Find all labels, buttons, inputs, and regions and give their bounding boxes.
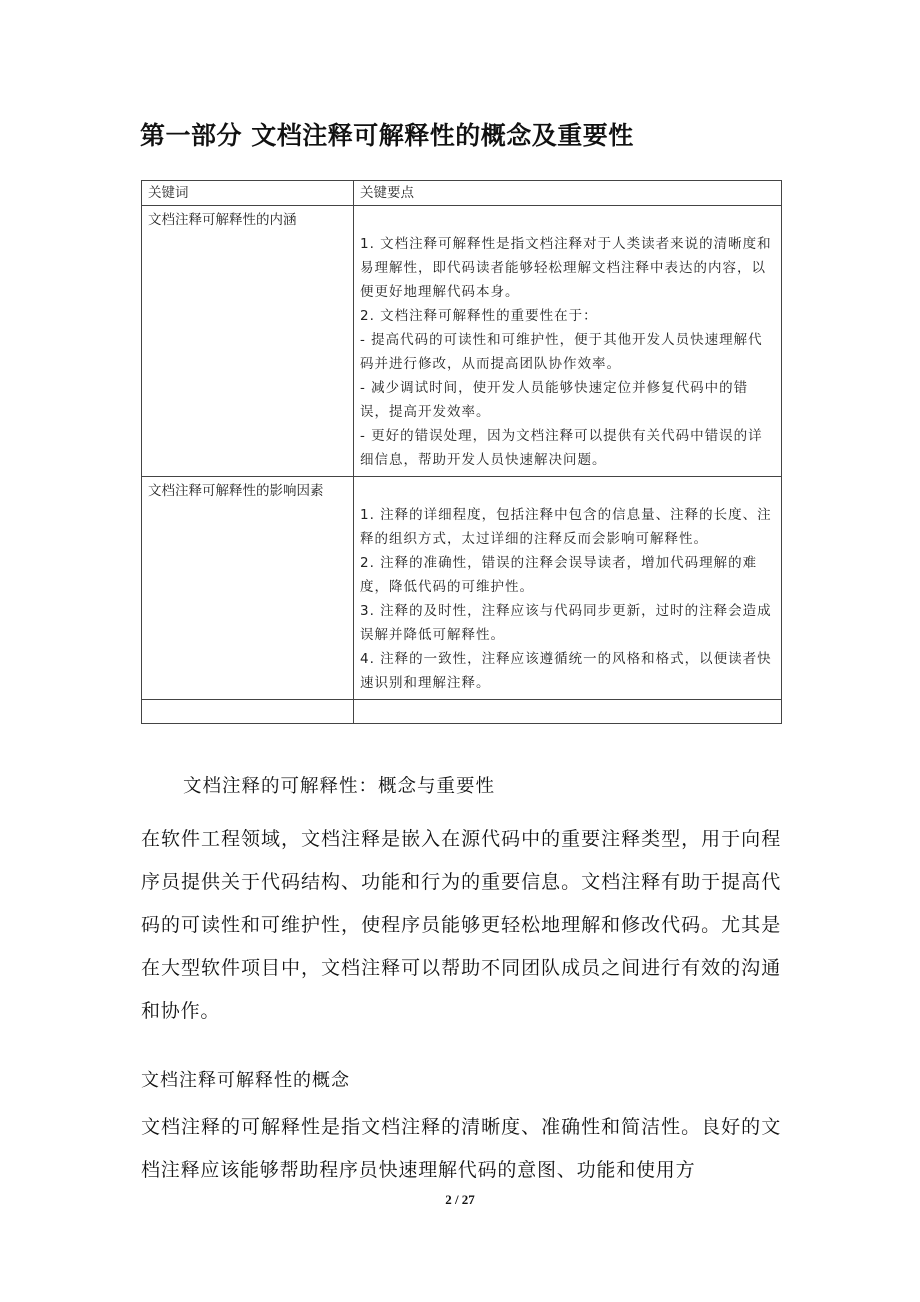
subsection-heading: 文档注释可解释性的概念 — [141, 1070, 350, 1091]
key-point: 1. 文档注释可解释性是指文档注释对于人类读者来说的清晰度和易理解性，即代码读者能够轻松理解文档注释中表达的内容，以便更好地理解代码本身。 — [360, 236, 772, 300]
table-header-row — [142, 181, 782, 206]
section-title: 第一部分 文档注释可解释性的概念及重要性 — [140, 121, 634, 150]
keyword-table — [141, 180, 782, 724]
key-point: 2. 注释的准确性，错误的注释会误导读者，增加代码理解的难度，降低代码的可维护性。 — [360, 555, 758, 595]
key-point: - 更好的错误处理，因为文档注释可以提供有关代码中错误的详细信息，帮助开发人员快速解决问题。 — [360, 428, 763, 468]
points-cell — [354, 477, 782, 700]
key-point: - 提高代码的可读性和可维护性，便于其他开发人员快速理解代码并进行修改，从而提高团队协作效率。 — [360, 332, 763, 372]
key-point: - 减少调试时间，使开发人员能够快速定位并修复代码中的错误，提高开发效率。 — [360, 380, 749, 420]
key-point: 1. 注释的详细程度，包括注释中包含的信息量、注释的长度、注释的组织方式，太过详细的注释反而会影响可解释性。 — [360, 507, 772, 547]
key-point: 4. 注释的一致性，注释应该遵循统一的风格和格式，以便读者快速识别和理解注释。 — [360, 651, 772, 691]
key-point: 3. 注释的及时性，注释应该与代码同步更新，过时的注释会造成误解并降低可解释性。 — [360, 603, 772, 643]
subheading: 文档注释的可解释性：概念与重要性 — [183, 776, 496, 797]
key-point: 2. 文档注释可解释性的重要性在于： — [360, 308, 598, 324]
empty-cell — [142, 700, 354, 724]
keyword-cell: 文档注释可解释性的内涵 — [142, 206, 354, 477]
table-empty-row — [142, 700, 782, 724]
paragraph: 在软件工程领域，文档注释是嵌入在源代码中的重要注释类型，用于向程序员提供关于代码结构、功能和行为的重要信息。文档注释有助于提高代码的可读性和可维护性，使程序员能够更轻松地理解和修改代码。尤其是在大型软件项目中，文档注释可以帮助不同团队成员之间进行有效的沟通和协作。 — [141, 828, 781, 1022]
keyword-cell: 文档注释可解释性的影响因素 — [142, 477, 354, 700]
paragraph: 文档注释的可解释性是指文档注释的清晰度、准确性和简洁性。良好的文档注释应该能够帮助程序员快速理解代码的意图、功能和使用方 — [141, 1116, 781, 1181]
header-keyword: 关键词 — [142, 181, 354, 206]
table-row — [142, 477, 782, 700]
table-row — [142, 206, 782, 477]
header-key-points: 关键要点 — [354, 181, 782, 206]
empty-cell — [354, 700, 782, 724]
points-cell — [354, 206, 782, 477]
page-number: 2 / 27 — [445, 1192, 475, 1207]
